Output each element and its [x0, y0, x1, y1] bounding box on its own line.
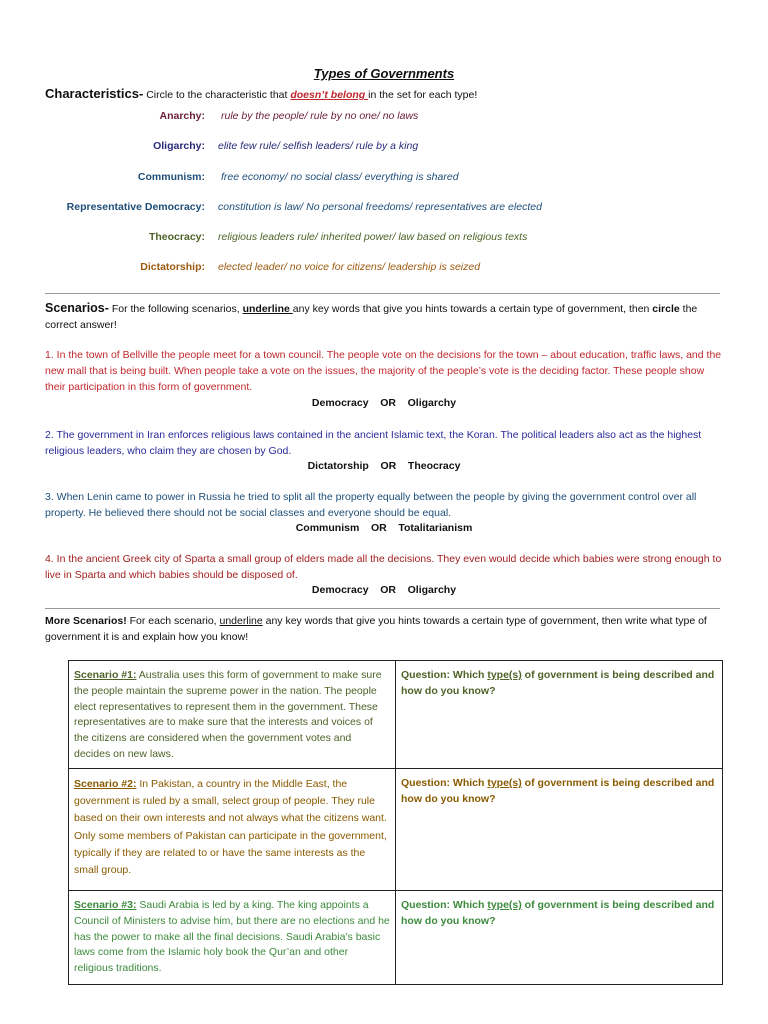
question-pre: Question: Which	[401, 899, 488, 911]
char-value[interactable]: elite few rule/ selfish leaders/ rule by a king	[218, 140, 419, 152]
char-label: Communism:	[137, 171, 205, 183]
char-row-anarchy	[0, 110, 768, 126]
scenario-2-choice[interactable]: Dictatorship OR Theocracy	[307, 460, 461, 472]
scenario-body: In Pakistan, a country in the Middle East, the government is ruled by a small, select group of people. They rule based on their own interests and not always what the citizens want. Only some members of Pakistan can participate in the government, typically if they are related to or have the same interests as the small group.	[74, 778, 387, 877]
char-label: Representative Democracy:	[66, 201, 205, 213]
question-underline: type(s)	[487, 669, 522, 681]
scenarios-intro-post: the correct answer!	[45, 303, 698, 331]
char-value[interactable]: elected leader/ no voice for citizens/ leadership is seized	[218, 261, 481, 273]
scenario-body: Australia uses this form of government to make sure the people maintain the supreme power in the nation. The people elect representatives to represent them in the government. These representatives are to make sure that the interests and voices of the citizens are considered when the government votes and decides on new laws.	[74, 669, 382, 760]
question-underline: type(s)	[487, 777, 522, 789]
characteristics-instr-pre: Circle to the characteristic that	[143, 89, 291, 101]
scenario-label: Scenario #3:	[74, 899, 137, 911]
scenario-1-choice[interactable]: Democracy OR Oligarchy	[311, 397, 457, 409]
characteristics-heading: Characteristics-	[45, 86, 144, 101]
char-row-oligarchy	[0, 140, 768, 156]
char-label: Theocracy:	[148, 231, 205, 243]
scenario-4-text[interactable]: 4. In the ancient Greek city of Sparta a small group of elders made all the decisions. They even would decide which babies were strong enough to live in Sparta and which babies should be disposed of.	[45, 553, 722, 581]
scenario-3-choice[interactable]: Communism OR Totalitarianism	[295, 522, 473, 534]
question-post: of government is being described and how do you know?	[401, 669, 715, 697]
table-row	[69, 661, 723, 769]
char-value[interactable]: rule by the people/ rule by no one/ no laws	[221, 110, 419, 122]
char-row-representative-democracy	[0, 201, 768, 217]
question-underline: type(s)	[487, 899, 522, 911]
table-row	[69, 769, 723, 891]
char-row-theocracy	[0, 231, 768, 247]
question-post: of government is being described and how do you know?	[401, 899, 715, 927]
scenario-cell[interactable]	[69, 661, 396, 769]
characteristics-instr-highlight: doesn’t belong	[290, 89, 369, 101]
scenario-1-text[interactable]: 1. In the town of Bellville the people meet for a town council. The people vote on the decisions for the town – about education, traffic laws, and the new mall that is being built. When people take a vote on the issues, the majority of the people’s vote is the deciding factor. These people show their participation in this form of government.	[45, 349, 722, 393]
more-intro-underline: underline	[219, 615, 263, 627]
more-intro-post: any key words that give you hints towards a certain type of government, then write what type of government it is and explain how you know!	[45, 615, 707, 643]
scenarios-intro	[45, 301, 725, 334]
question-post: of government is being described and how do you know?	[401, 777, 715, 805]
char-label: Anarchy:	[159, 110, 205, 122]
char-value[interactable]: religious leaders rule/ inherited power/ law based on religious texts	[218, 231, 528, 243]
question-pre: Question: Which	[401, 777, 488, 789]
scenario-table	[68, 660, 723, 985]
answer-cell[interactable]	[396, 769, 723, 891]
char-row-communism	[0, 171, 768, 187]
question-pre: Question: Which	[401, 669, 488, 681]
scenario-2-text[interactable]: 2. The government in Iran enforces religious laws contained in the ancient Islamic text, the Koran. The political leaders also act as the highest religious leaders, who claim they are chosen by God.	[45, 429, 702, 457]
scenario-4-choice[interactable]: Democracy OR Oligarchy	[311, 584, 457, 596]
scenarios-intro-underline: underline	[242, 303, 293, 315]
scenarios-intro-pre: For the following scenarios,	[108, 303, 243, 315]
char-row-dictatorship	[0, 261, 768, 277]
table-row	[69, 891, 723, 985]
scenarios-intro-mid: any key words that give you hints towards a certain type of government, then	[292, 303, 653, 315]
scenarios-heading: Scenarios-	[45, 301, 109, 315]
page-title: Types of Governments	[313, 66, 455, 81]
char-value[interactable]: free economy/ no social class/ everything is shared	[221, 171, 459, 183]
scenarios-intro-circle: circle	[652, 303, 680, 315]
more-scenarios-heading: More Scenarios!	[45, 615, 127, 627]
scenario-label: Scenario #1:	[74, 669, 137, 681]
scenario-label: Scenario #2:	[74, 778, 137, 790]
answer-cell[interactable]	[396, 891, 723, 985]
char-label: Dictatorship:	[140, 261, 205, 273]
scenario-3-text[interactable]: 3. When Lenin came to power in Russia he tried to split all the property equally between the people by giving the government control over all property. He believed there should not be social classes and everyone should be equal.	[45, 491, 697, 519]
scenario-body: Saudi Arabia is led by a king. The king appoints a Council of Ministers to advise him, but there are no elections and he has the power to make all the final decisions. Saudi Arabia’s basic laws come from the Islamic holy book the Qur’an and other religious traditions.	[74, 899, 390, 975]
char-label: Oligarchy:	[153, 140, 205, 152]
scenario-cell[interactable]	[69, 769, 396, 891]
section-divider	[45, 293, 720, 294]
characteristics-instr-post: in the set for each type!	[368, 89, 478, 101]
more-intro-pre: For each scenario,	[126, 615, 220, 627]
scenario-cell[interactable]	[69, 891, 396, 985]
char-value[interactable]: constitution is law/ No personal freedoms/ representatives are elected	[218, 201, 542, 213]
answer-cell[interactable]	[396, 661, 723, 769]
section-divider	[45, 608, 720, 609]
more-scenarios-intro	[45, 614, 725, 646]
characteristics-intro	[45, 86, 477, 101]
